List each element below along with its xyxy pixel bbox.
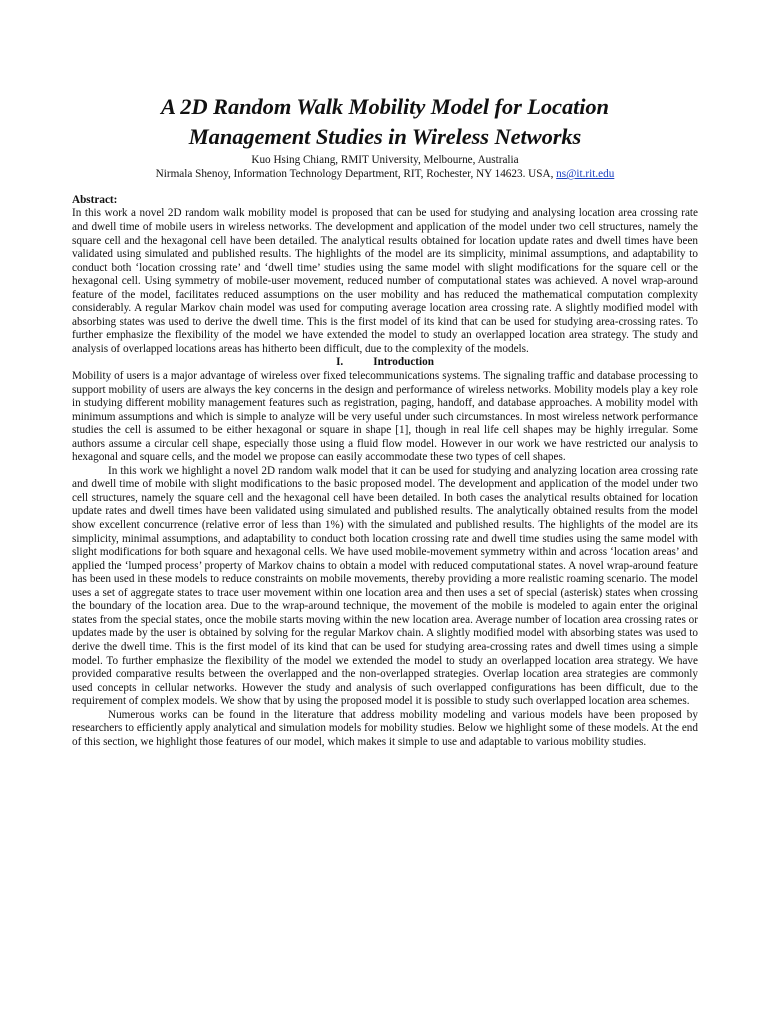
author-2-affiliation: Nirmala Shenoy, Information Technology Department, RIT, Rochester, NY 14623. USA,	[155, 168, 557, 180]
title-line-1: A 2D Random Walk Mobility Model for Location	[161, 94, 609, 119]
abstract-text: In this work a novel 2D random walk mobility model is proposed that can be used for studying and analysing location area crossing rate and dwell time of mobile users in wireless networks. The development and application of the model under two cell structures, namely the square cell and the hexagonal cell have been detailed. The analytical results obtained for location update rates and dwell times have been validated using simulated and published results. The highlights of the model are its simplicity, minimal assumptions, and adaptability to conduct both ‘location crossing rate’ and ‘dwell time’ studies using the same model with slight modifications for the square cell or the hexagonal cell. Using symmetry of mobile-user movement, reduced number of computational states was achieved. A novel wrap-around feature of the model, facilitates reduced assumptions on the user mobility and has reduced the mathematical computation complexity considerably. A regular Markov chain model was used for computing average location area crossing rate. A slightly modified model with absorbing states was used to derive the dwell time. This is the first model of its kind that can be used for studying area-crossing rates. To further emphasize the flexibility of the model we have extended the model to study an overlapped location area strategy. The study and analysis of overlapped locations areas has hitherto been difficult, due to the complexity of the models.	[72, 207, 698, 355]
paper-page	[72, 92, 698, 749]
abstract-heading: Abstract:	[72, 194, 118, 206]
intro-paragraph-1: Mobility of users is a major advantage of wireless over fixed telecommunications systems. The signaling traffic and database processing to support mobility of users are always the key concerns in the design and performance of wireless networks. Mobility models play a key role in studying different mobility management features such as registration, paging, handoff, and database approaches. A mobility model with minimum assumptions and which is simple to analyze will be very useful under such circumstances. In most wireless network performance studies the cell is assumed to be either hexagonal or square in shape [1], though in real life cell shapes may be highly irregular. Some authors assume a circular cell shape, especially those using a fluid flow model. However in our work we have restricted our analysis to hexagonal and square cells, and the model we propose can easily accommodate these two types of cell shapes.	[72, 370, 698, 464]
section-number: I.	[336, 356, 344, 369]
intro-paragraph-3: Numerous works can be found in the literature that address mobility modeling and various models have been proposed by researchers to efficiently apply analytical and simulation models for mobility studies. Below we highlight some of these models. At the end of this section, we highlight those features of our model, which makes it simple to use and adaptable to various mobility studies.	[72, 708, 698, 748]
author-block	[72, 153, 698, 181]
author-email-link[interactable]: ns@it.rit.edu	[556, 168, 615, 180]
section-heading-introduction	[72, 356, 698, 370]
intro-paragraph-2: In this work we highlight a novel 2D random walk model that it can be used for studying and analyzing location area crossing rate and dwell time of mobile with slight modifications to the basic proposed model. The development and application of the model under two cell structures, namely the square cell and the hexagonal cell have been detailed. In both cases the analytical results obtained for location update rates and dwell times have been validated using simulated and published results. The analytically obtained results from the model show excellent concurrence (relative error of less than 1%) with the simulated and published results. The highlights of the model are its simplicity, minimal assumptions, and adaptability to conduct both location crossing rate and dwell time studies using the same model with slight modifications for both square and hexagonal cells. We have used mobile-movement symmetry within and across ‘location areas’ and applied the ‘lumped process’ property of Markov chains to obtain a model with reduced computational states. A novel wrap-around feature has been used in these models to reduce constraints on mobile movements, thereby providing a more realistic roaming scenario. The model uses a set of aggregate states to trace user movement within one location area and then uses a set of special (asterisk) states when crossing the boundary of the location area. Due to the wrap-around technique, the movement of the mobile is modeled to again enter the original states from the special states, once the mobile starts moving within the new location area. Average number of location area crossing rates or updates made by the user is obtained by solving for the regular Markov chain. A slightly modified model with absorbing states was used to derive the dwell time. This is the first model of its kind that can be used for studying area-crossing rates and dwell times using a simple model. To further emphasize the flexibility of the model we extended the model to study an overlapped location area strategy. We have provided comparative results between the overlapped and the non-overlapped strategies. Overlap location area strategies are commonly used concepts in cellular networks. However the study and analysis of such overlapped configurations has been difficult, due to the requirement of complex models. We show that by using the proposed model it is possible to study such overlapped location area schemes.	[72, 464, 698, 708]
paper-title	[72, 92, 698, 152]
section-title: Introduction	[373, 356, 434, 369]
author-2	[72, 167, 698, 181]
title-line-2: Management Studies in Wireless Networks	[188, 124, 582, 149]
author-1: Kuo Hsing Chiang, RMIT University, Melbourne, Australia	[251, 154, 519, 166]
